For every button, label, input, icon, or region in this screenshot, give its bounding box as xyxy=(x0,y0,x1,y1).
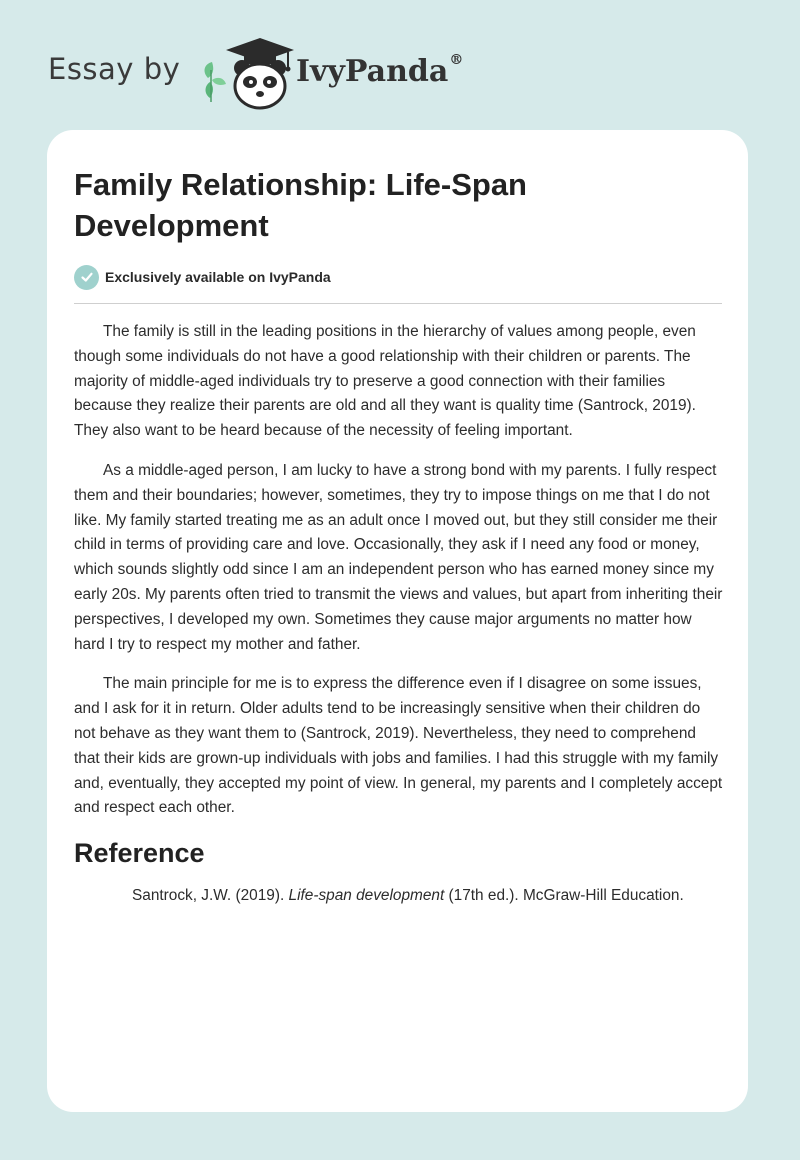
exclusive-badge xyxy=(74,263,331,291)
leaf-icon xyxy=(205,62,226,102)
exclusive-label: Exclusively available on IvyPanda xyxy=(105,269,331,285)
reference-author: Santrock, J.W. (2019). xyxy=(132,887,289,905)
brand-text: IvyPanda xyxy=(296,54,449,89)
reference-heading: Reference xyxy=(74,838,205,869)
check-icon xyxy=(74,265,99,290)
graduation-panda-logo-icon[interactable] xyxy=(200,32,294,112)
divider xyxy=(74,303,722,304)
paragraph-3: The main principle for me is to express the difference even if I disagree on some issues, and I ask for it in return. Older adults tend to be increasingly sensitive when their children do not behave as they want them to (Santrock, 2019). Nevertheless, they need to comprehend that their kids are grown-up individuals with jobs and families. I had this struggle with my family and, eventually, they accepted my point of view. In general, my parents and I completely accept and respect each other. xyxy=(74,675,723,817)
essay-card xyxy=(47,130,748,1112)
site-header xyxy=(48,28,748,108)
reference-publisher: (17th ed.). McGraw-Hill Education. xyxy=(444,887,684,905)
page-title: Family Relationship: Life-Span Development xyxy=(74,167,527,243)
reference-entry xyxy=(74,884,724,909)
paragraph-1: The family is still in the leading positions in the hierarchy of values among people, even though some individuals do not have a good relationship with their children or parents. The majority of middle-aged individuals try to preserve a good connection with their families because they realize their parents are old and all they want is quality time (Santrock, 2019). They also want to be heard because of the necessity of feeling important. xyxy=(74,323,696,440)
registered-mark: ® xyxy=(449,52,464,68)
essay-by-label: Essay by xyxy=(48,52,181,86)
essay-body xyxy=(74,320,724,924)
reference-book-title: Life-span development xyxy=(288,887,445,905)
paragraph-2: As a middle-aged person, I am lucky to have a strong bond with my parents. I fully respect them and their boundaries; however, sometimes, they try to impose things on me that I do not like. My family started treating me as an adult once I moved out, but they still consider me their child in terms of providing care and love. Occasionally, they ask if I need any food or money, which sounds slightly odd since I am an independent person who has earned money since my early 20s. My parents often tried to transmit the views and values, but apart from inheriting their perspectives, I developed my own. Sometimes they cause major arguments no matter how hard I try to respect my mother and father. xyxy=(74,461,723,653)
brand-name[interactable] xyxy=(296,54,463,89)
